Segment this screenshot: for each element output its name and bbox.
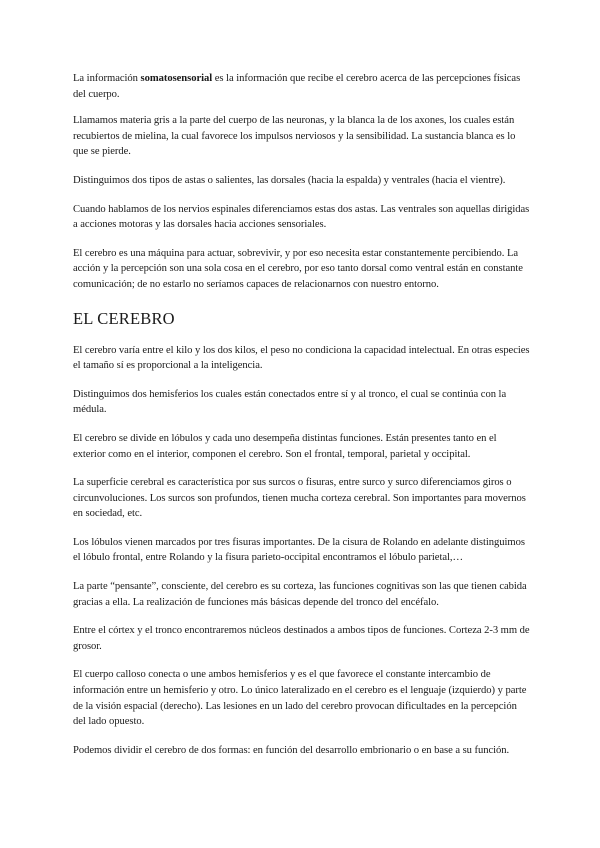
paragraph-peso: El cerebro varía entre el kilo y los dos kilos, el peso no condiciona la capacidad intelectual. En otras especies el tamaño sí es proporcional a la inteligencia. — [73, 344, 530, 372]
paragraph-corteza: La parte “pensante”, consciente, del cerebro es su corteza, las funciones cognitivas son las que tienen cabida gracias a ella. La realización de funciones más básicas depende del tronco del encéfalo. — [73, 581, 527, 608]
paragraph-nucleos: Entre el córtex y el tronco encontraremos núcleos destinados a ambos tipos de funciones. Corteza 2-3 mm de grosor. — [73, 625, 530, 652]
paragraph-hemisferios: Distinguimos dos hemisferios los cuales están conectados entre sí y al tronco, el cual se continúa con la médula. — [73, 388, 507, 416]
paragraph-lobulos: El cerebro se divide en lóbulos y cada uno desempeña distintas funciones. Están presentes tanto en el exterior como en el interior, componen el cerebro. Son el frontal, temporal, parietal y occipital. — [73, 432, 497, 460]
paragraph-cuerpo-calloso: El cuerpo calloso conecta o une ambos hemisferios y es el que favorece el constante intercambio de información entre un hemisferio y otro. Lo único lateralizado en el cerebro es el lenguaje (izquierdo) y parte de la visión espacial (derecho). Las lesiones en un lado del cerebro provocan dificultades en la percepción del lado opuesto. — [73, 669, 527, 728]
p1-text-before: La información — [73, 73, 141, 84]
paragraph-division: Podemos dividir el cerebro de dos formas: en función del desarrollo embrionario o en base a su función. — [73, 744, 510, 756]
paragraph-nervios-espinales: Cuando hablamos de los nervios espinales diferenciamos estas dos astas. Las ventrales son aquellas dirigidas a acciones motoras y las dorsales hacia acciones sensoriales. — [73, 203, 530, 231]
term-somatosensorial: somatosensorial — [140, 73, 213, 84]
paragraph-materia-gris: Llamamos materia gris a la parte del cuerpo de las neuronas, y la blanca la de los axones, los cuales están recubiertos de mielina, la cual favorece los impulsos nerviosos y la sensibilidad. La sustancia blanca es lo que se pierde. — [73, 115, 516, 158]
paragraph-fisuras: Los lóbulos vienen marcados por tres fisuras importantes. De la cisura de Rolando en adelante distinguimos el lóbulo frontal, entre Rolando y la fisura parieto-occipital encontramos el lóbulo parietal,… — [73, 536, 525, 564]
paragraph-superficie: La superficie cerebral es característica por sus surcos o fisuras, entre surco y surco diferenciamos giros o circunvoluciones. Los surcos son profundos, tienen mucha corteza cerebral. Son importantes para movernos en sociedad, etc. — [73, 477, 526, 520]
paragraph-somatosensorial — [73, 71, 530, 102]
paragraph-astas: Distinguimos dos tipos de astas o salientes, las dorsales (hacia la espalda) y ventrales (hacia el vientre). — [73, 174, 506, 186]
p1-text-after: es la información que recibe el cerebro acerca de las percepciones físicas del cuerpo. — [73, 73, 521, 100]
section-heading: EL CEREBRO — [73, 308, 175, 328]
paragraph-maquina-actuar: El cerebro es una máquina para actuar, sobrevivir, y por eso necesita estar constantemente percibiendo. La acción y la percepción son una sola cosa en el cerebro, por eso tanto dorsal como ventral están en constante comunicación; de no estarlo no seríamos capaces de relacionarnos con nuestro entorno. — [73, 247, 523, 290]
